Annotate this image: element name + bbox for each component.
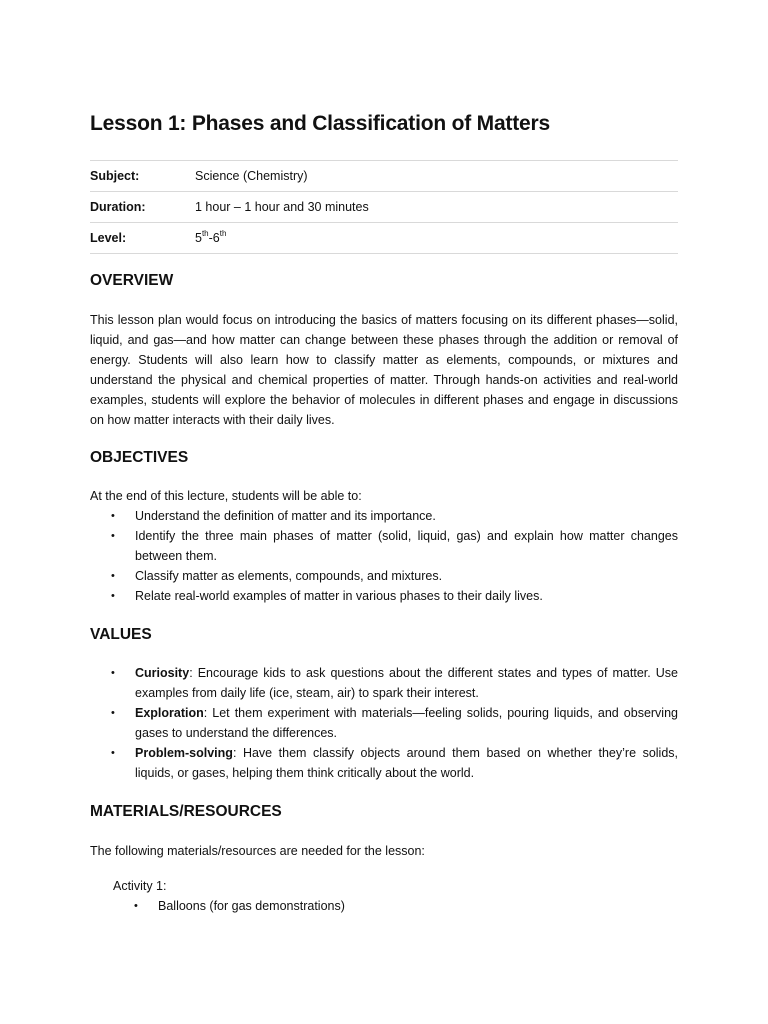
level-start-suffix: th [201,228,209,238]
objectives-list [90,506,678,606]
list-item [90,566,678,586]
value-text: : Let them experiment with materials—feeling solids, pouring liquids, and observing gases to understand the differences. [135,706,678,740]
bullet-icon: • [111,530,115,542]
materials-heading: MATERIALS/RESOURCES [90,803,282,820]
values-list [90,663,678,783]
values-heading: VALUES [90,626,152,643]
meta-value-level [195,223,678,254]
bullet-icon: • [111,510,115,522]
bullet-icon: • [111,590,115,602]
objective-text: Relate real-world examples of matter in various phases to their daily lives. [135,589,543,603]
bullet-icon: • [111,667,115,679]
value-term: Problem-solving [135,746,233,760]
materials-intro: The following materials/resources are needed for the lesson: [90,844,425,858]
list-item [90,506,678,526]
meta-row-subject [90,161,678,192]
level-end: -6 [208,231,220,245]
activity-label: Activity 1: [113,879,167,893]
overview-heading: OVERVIEW [90,272,174,289]
list-item [90,526,678,566]
overview-text: This lesson plan would focus on introducing the basics of matters focusing on its different phases—solid, liquid, and gas—and how matter can change between these phases through the addition or removal of energy. Students will also learn how to classify matter as elements, compounds, or mixtures and understand the physical and chemical properties of matter. Through hands-on activities and real-world examples, students will explore the behavior of molecules in different phases and engage in discussions on how matter interacts with their daily lives. [90,313,678,427]
value-text: : Encourage kids to ask questions about the different states and types of matter. Use examples from daily life (ice, steam, air) to spark their interest. [135,666,678,700]
meta-row-duration [90,192,678,223]
level-start: 5 [195,231,202,245]
objective-text: Classify matter as elements, compounds, and mixtures. [135,569,443,583]
list-item [90,703,678,743]
materials-list [90,896,678,916]
value-term: Curiosity [135,666,190,680]
meta-label: Level: [90,231,127,245]
list-item [90,743,678,783]
lesson-title: Lesson 1: Phases and Classification of Matters [90,112,550,135]
bullet-icon: • [111,570,115,582]
bullet-icon: • [111,707,115,719]
meta-value: 1 hour – 1 hour and 30 minutes [195,200,369,214]
list-item [90,586,678,606]
objectives-intro: At the end of this lecture, students will be able to: [90,489,362,503]
value-term: Exploration [135,706,204,720]
objectives-heading: OBJECTIVES [90,449,189,466]
bullet-icon: • [134,900,138,912]
meta-label: Subject: [90,169,140,183]
material-text: Balloons (for gas demonstrations) [158,899,345,913]
list-item [90,663,678,703]
meta-label: Duration: [90,200,146,214]
level-end-suffix: th [219,228,227,238]
value-text: : Have them classify objects around them based on whether they’re solids, liquids, or gases, helping them think critically about the world. [135,746,678,780]
document-content [90,110,678,916]
meta-row-level [90,223,678,254]
bullet-icon: • [111,747,115,759]
meta-value: Science (Chemistry) [195,169,308,183]
objective-text: Identify the three main phases of matter (solid, liquid, gas) and explain how matter changes between them. [135,529,678,563]
list-item [90,896,678,916]
lesson-meta-table [90,160,678,254]
objective-text: Understand the definition of matter and its importance. [135,509,436,523]
